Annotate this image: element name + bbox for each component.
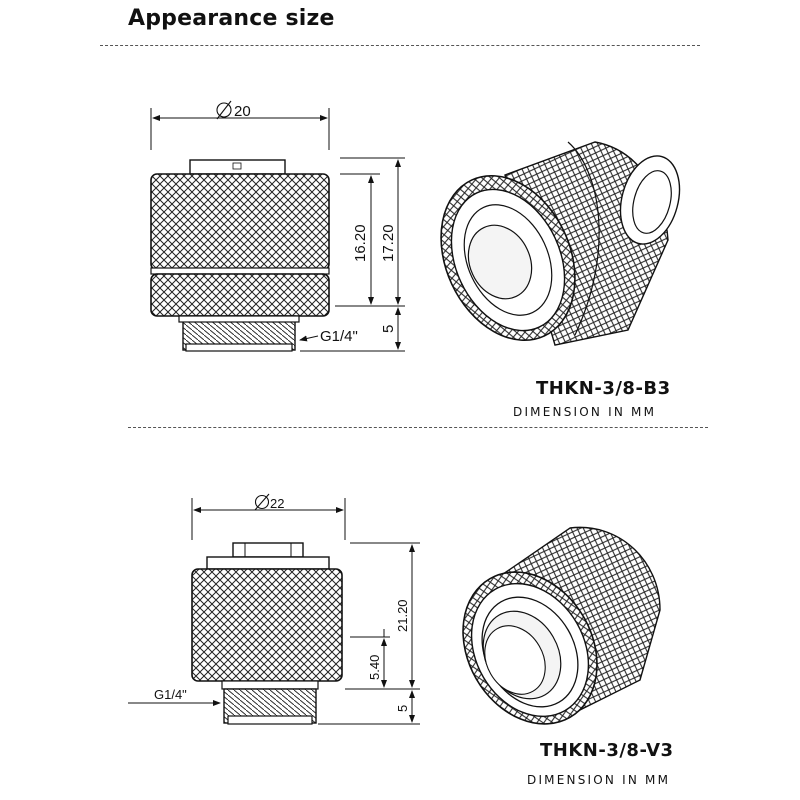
b3-thread-label: G1/4" (320, 328, 358, 345)
v3-dimension-caption: DIMENSION IN MM (527, 773, 671, 787)
b3-height-inner-label: 16.20 (352, 224, 369, 262)
b3-knurl-upper (151, 174, 329, 270)
b3-side-view (151, 160, 329, 351)
b3-dimension-caption: DIMENSION IN MM (513, 405, 657, 419)
b3-top-cap (190, 160, 285, 174)
v3-height-lower-label: 5.40 (367, 654, 382, 680)
b3-perspective-view (415, 142, 688, 362)
b3-height-outer-label: 17.20 (380, 224, 397, 262)
b3-diameter-dimension (151, 101, 329, 150)
v3-diameter-label: 22 (270, 496, 285, 511)
v3-thread-label: G1/4" (154, 687, 187, 702)
v3-knurl-body (192, 569, 342, 681)
b3-thread-length-label: 5 (380, 324, 397, 333)
v3-top-nipple (233, 543, 303, 557)
v3-height-total-label: 21.20 (395, 599, 410, 632)
v3-perspective-view (436, 527, 660, 748)
b3-knurl-lower (151, 274, 329, 316)
b3-model-label: THKN-3/8-B3 (536, 378, 671, 399)
b3-diameter-label: 20 (234, 103, 251, 120)
page-title: Appearance size (128, 6, 335, 31)
v3-thread-length-label: 5 (395, 704, 410, 712)
v3-side-view (192, 543, 342, 724)
v3-diameter-dimension (192, 494, 345, 540)
v3-model-label: THKN-3/8-V3 (540, 740, 674, 761)
